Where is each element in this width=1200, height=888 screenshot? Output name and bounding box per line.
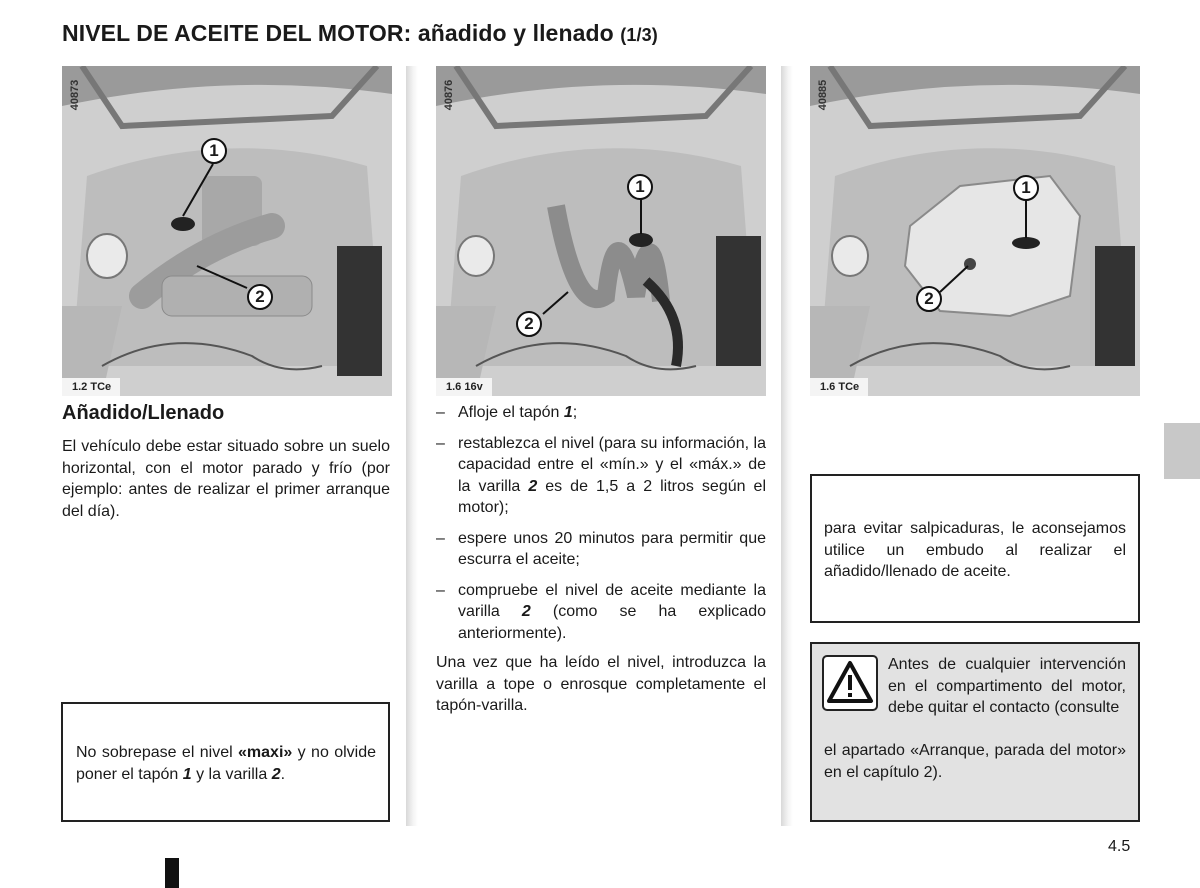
- intro-paragraph: El vehículo debe estar situado sobre un suelo horizontal, con el motor parado y frío (por ejemplo: antes de realizar el primer arranque del día).: [62, 438, 390, 520]
- callout-1: 1: [1013, 175, 1039, 201]
- page-number: 4.5: [1108, 838, 1131, 855]
- closing-paragraph: Una vez que ha leído el nivel, introduzca la varilla a tope o enrosque completamente el tapón-varilla.: [436, 654, 766, 714]
- list-item: – compruebe el nivel de aceite mediante la varilla 2 (como se ha explicado anteriormente).: [436, 581, 767, 642]
- title-part: (1/3): [620, 25, 658, 45]
- figure-code: 40876: [443, 79, 455, 111]
- page-title: [62, 20, 658, 47]
- edge-marker: [165, 858, 179, 888]
- figure-code: 40885: [817, 79, 829, 111]
- procedure-steps: [436, 402, 766, 653]
- warning-text-full: el apartado «Arranque, parada del motor» en el capítulo 2).: [824, 742, 1126, 781]
- callout-2: 2: [247, 284, 273, 310]
- column-divider: [781, 66, 793, 826]
- engine-label: 1.2 TCe: [62, 378, 120, 396]
- figure-code: 40873: [69, 79, 81, 111]
- chapter-tab: [1164, 423, 1200, 479]
- callout-2: 2: [916, 286, 942, 312]
- section-heading: Añadido/Llenado: [62, 402, 225, 424]
- callout-1: 1: [627, 174, 653, 200]
- callout-2: 2: [516, 311, 542, 337]
- title-main: NIVEL DE ACEITE DEL MOTOR: añadido y llenado: [62, 20, 614, 46]
- list-item: – espere unos 20 minutos para permitir que escurra el aceite;: [436, 529, 766, 568]
- warning-triangle-icon: [822, 655, 878, 711]
- list-item: – restablezca el nivel (para su información, la capacidad entre el «mín.» y el «máx.» de la varilla 2 es de 1,5 a 2 litros según el motor);: [436, 434, 767, 516]
- engine-bay-illustration: [810, 66, 1140, 396]
- engine-figure-3: [810, 66, 1140, 396]
- engine-figure-2: [436, 66, 766, 396]
- engine-label: 1.6 16v: [436, 378, 492, 396]
- engine-label: 1.6 TCe: [810, 378, 868, 396]
- engine-bay-illustration: [62, 66, 392, 396]
- warning-text-wrap: Antes de cualquier intervención en el compartimento del motor, debe quitar el contacto (consulte: [888, 656, 1126, 716]
- column-divider: [406, 66, 418, 826]
- note-text: No sobrepase el nivel «maxi» y no olvide poner el tapón 1 y la varilla 2.: [76, 744, 377, 783]
- tip-text: para evitar salpicaduras, le aconsejamos utilice un embudo al realizar el añadido/llenado de aceite.: [824, 520, 1126, 580]
- engine-figure-1: [62, 66, 392, 396]
- list-item: – Afloje el tapón 1;: [436, 404, 578, 421]
- callout-1: 1: [201, 138, 227, 164]
- engine-bay-illustration: [436, 66, 766, 396]
